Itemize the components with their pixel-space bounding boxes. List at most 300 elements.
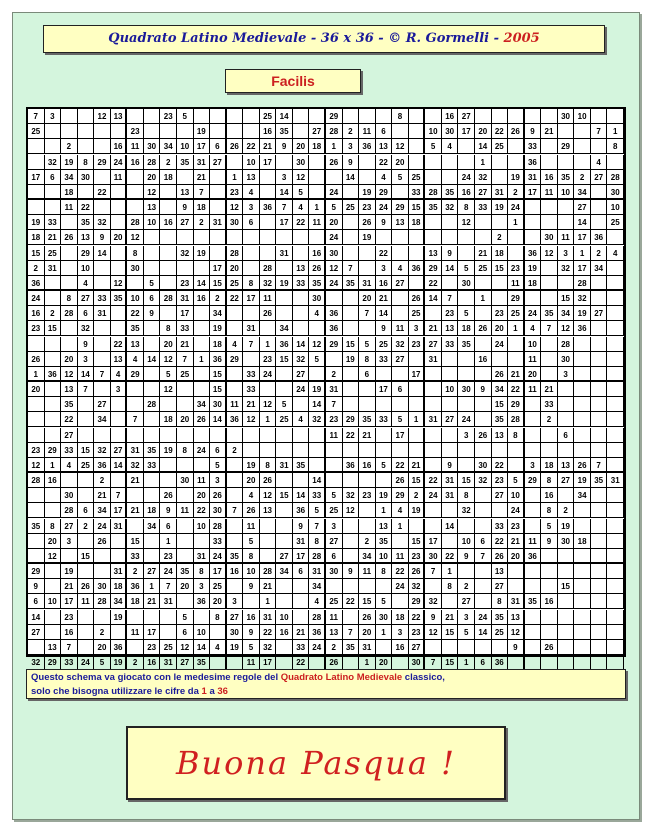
grid-cell[interactable] <box>227 382 244 397</box>
grid-cell[interactable] <box>591 139 608 154</box>
grid-cell[interactable]: 29 <box>425 261 442 276</box>
grid-cell[interactable]: 7 <box>425 564 442 579</box>
grid-cell[interactable] <box>392 306 409 321</box>
grid-cell[interactable]: 15 <box>492 261 509 276</box>
grid-cell[interactable]: 21 <box>508 367 525 382</box>
grid-cell[interactable] <box>293 230 310 245</box>
grid-cell[interactable] <box>276 503 293 518</box>
grid-cell[interactable]: 26 <box>475 428 492 443</box>
grid-cell[interactable] <box>508 230 525 245</box>
grid-cell[interactable]: 6 <box>326 549 343 564</box>
grid-cell[interactable]: 1 <box>409 412 426 427</box>
grid-cell[interactable]: 28 <box>144 397 161 412</box>
grid-cell[interactable] <box>61 276 78 291</box>
grid-cell[interactable] <box>28 139 45 154</box>
grid-cell[interactable] <box>541 610 558 625</box>
grid-cell[interactable]: 4 <box>243 488 260 503</box>
grid-cell[interactable]: 6 <box>376 124 393 139</box>
grid-cell[interactable]: 30 <box>78 170 95 185</box>
grid-cell[interactable]: 5 <box>376 458 393 473</box>
grid-cell[interactable]: 3 <box>558 367 575 382</box>
grid-cell[interactable] <box>591 185 608 200</box>
grid-cell[interactable]: 31 <box>260 610 277 625</box>
grid-cell[interactable]: 23 <box>492 306 509 321</box>
grid-cell[interactable]: 18 <box>144 503 161 518</box>
grid-cell[interactable] <box>276 155 293 170</box>
grid-cell[interactable] <box>144 382 161 397</box>
grid-cell[interactable]: 1 <box>260 337 277 352</box>
grid-cell[interactable]: 4 <box>61 458 78 473</box>
grid-cell[interactable]: 10 <box>177 139 194 154</box>
grid-cell[interactable]: 24 <box>475 610 492 625</box>
grid-cell[interactable]: 2 <box>574 170 591 185</box>
grid-cell[interactable]: 7 <box>309 519 326 534</box>
grid-cell[interactable] <box>227 488 244 503</box>
grid-cell[interactable]: 12 <box>392 139 409 154</box>
grid-cell[interactable] <box>210 109 227 124</box>
grid-cell[interactable] <box>591 594 608 609</box>
grid-cell[interactable] <box>525 579 542 594</box>
grid-cell[interactable] <box>78 412 95 427</box>
grid-cell[interactable] <box>591 519 608 534</box>
grid-cell[interactable]: 19 <box>508 170 525 185</box>
grid-cell[interactable]: 3 <box>326 519 343 534</box>
grid-cell[interactable]: 15 <box>210 367 227 382</box>
grid-cell[interactable]: 28 <box>309 610 326 625</box>
grid-cell[interactable]: 1 <box>442 564 459 579</box>
grid-cell[interactable] <box>194 428 211 443</box>
grid-cell[interactable] <box>409 352 426 367</box>
grid-cell[interactable] <box>525 503 542 518</box>
grid-cell[interactable] <box>260 215 277 230</box>
grid-cell[interactable]: 26 <box>260 473 277 488</box>
grid-cell[interactable]: 13 <box>78 230 95 245</box>
grid-cell[interactable]: 24 <box>326 230 343 245</box>
grid-cell[interactable]: 30 <box>227 215 244 230</box>
grid-cell[interactable]: 33 <box>525 139 542 154</box>
grid-cell[interactable]: 11 <box>392 549 409 564</box>
grid-cell[interactable] <box>392 443 409 458</box>
grid-cell[interactable]: 6 <box>558 428 575 443</box>
grid-cell[interactable]: 26 <box>194 412 211 427</box>
grid-cell[interactable]: 19 <box>359 185 376 200</box>
grid-cell[interactable]: 3 <box>210 473 227 488</box>
grid-cell[interactable]: 18 <box>409 215 426 230</box>
grid-cell[interactable] <box>127 610 144 625</box>
grid-cell[interactable] <box>442 640 459 655</box>
grid-cell[interactable]: 6 <box>144 291 161 306</box>
grid-cell[interactable]: 22 <box>492 534 509 549</box>
grid-cell[interactable] <box>194 306 211 321</box>
grid-cell[interactable]: 16 <box>541 170 558 185</box>
grid-cell[interactable]: 7 <box>127 412 144 427</box>
grid-cell[interactable] <box>227 473 244 488</box>
grid-cell[interactable]: 19 <box>194 124 211 139</box>
grid-cell[interactable]: 11 <box>525 352 542 367</box>
grid-cell[interactable]: 4 <box>442 139 459 154</box>
grid-cell[interactable] <box>475 564 492 579</box>
grid-cell[interactable]: 23 <box>508 519 525 534</box>
grid-cell[interactable]: 16 <box>194 291 211 306</box>
grid-cell[interactable]: 34 <box>574 185 591 200</box>
grid-cell[interactable] <box>260 428 277 443</box>
grid-cell[interactable] <box>45 488 62 503</box>
grid-cell[interactable]: 27 <box>425 337 442 352</box>
grid-cell[interactable]: 5 <box>458 306 475 321</box>
grid-cell[interactable]: 30 <box>210 397 227 412</box>
grid-cell[interactable] <box>591 367 608 382</box>
grid-cell[interactable] <box>260 549 277 564</box>
grid-cell[interactable] <box>94 610 111 625</box>
grid-cell[interactable] <box>177 397 194 412</box>
grid-cell[interactable] <box>591 503 608 518</box>
grid-cell[interactable]: 35 <box>492 610 509 625</box>
grid-cell[interactable] <box>541 155 558 170</box>
grid-cell[interactable]: 22 <box>343 594 360 609</box>
grid-cell[interactable] <box>326 352 343 367</box>
grid-cell[interactable]: 33 <box>243 382 260 397</box>
grid-cell[interactable] <box>293 306 310 321</box>
grid-cell[interactable] <box>309 230 326 245</box>
grid-cell[interactable]: 36 <box>525 155 542 170</box>
grid-cell[interactable]: 28 <box>28 473 45 488</box>
grid-cell[interactable]: 32 <box>28 655 45 670</box>
grid-cell[interactable]: 26 <box>508 124 525 139</box>
grid-cell[interactable]: 30 <box>326 564 343 579</box>
grid-cell[interactable]: 31 <box>442 473 459 488</box>
grid-cell[interactable] <box>28 185 45 200</box>
grid-cell[interactable]: 3 <box>243 200 260 215</box>
grid-cell[interactable] <box>475 337 492 352</box>
grid-cell[interactable]: 16 <box>309 246 326 261</box>
grid-cell[interactable]: 6 <box>160 519 177 534</box>
grid-cell[interactable] <box>177 519 194 534</box>
grid-cell[interactable] <box>425 640 442 655</box>
grid-cell[interactable]: 21 <box>61 579 78 594</box>
grid-cell[interactable] <box>458 155 475 170</box>
grid-cell[interactable]: 32 <box>127 458 144 473</box>
grid-cell[interactable] <box>111 549 128 564</box>
grid-cell[interactable]: 35 <box>343 276 360 291</box>
grid-cell[interactable]: 28 <box>144 155 161 170</box>
grid-cell[interactable]: 30 <box>293 155 310 170</box>
grid-cell[interactable] <box>558 488 575 503</box>
grid-cell[interactable]: 27 <box>28 625 45 640</box>
grid-cell[interactable] <box>392 534 409 549</box>
grid-cell[interactable]: 2 <box>45 306 62 321</box>
grid-cell[interactable]: 26 <box>574 458 591 473</box>
grid-cell[interactable]: 26 <box>94 534 111 549</box>
grid-cell[interactable]: 18 <box>194 200 211 215</box>
grid-cell[interactable]: 1 <box>475 155 492 170</box>
grid-cell[interactable]: 27 <box>392 276 409 291</box>
grid-cell[interactable]: 13 <box>111 109 128 124</box>
grid-cell[interactable]: 27 <box>293 367 310 382</box>
grid-cell[interactable]: 9 <box>376 321 393 336</box>
grid-cell[interactable] <box>442 170 459 185</box>
grid-cell[interactable]: 1 <box>359 655 376 670</box>
grid-cell[interactable]: 13 <box>442 321 459 336</box>
grid-cell[interactable]: 15 <box>442 655 459 670</box>
grid-cell[interactable]: 28 <box>160 291 177 306</box>
grid-cell[interactable]: 34 <box>359 549 376 564</box>
grid-cell[interactable]: 31 <box>94 306 111 321</box>
grid-cell[interactable]: 22 <box>127 306 144 321</box>
grid-cell[interactable] <box>607 155 624 170</box>
grid-cell[interactable]: 15 <box>28 246 45 261</box>
grid-cell[interactable]: 4 <box>309 306 326 321</box>
grid-cell[interactable]: 10 <box>425 124 442 139</box>
grid-cell[interactable]: 1 <box>309 200 326 215</box>
grid-cell[interactable]: 2 <box>326 367 343 382</box>
grid-cell[interactable] <box>525 291 542 306</box>
grid-cell[interactable] <box>227 124 244 139</box>
grid-cell[interactable]: 16 <box>359 458 376 473</box>
grid-cell[interactable]: 9 <box>376 215 393 230</box>
grid-cell[interactable]: 33 <box>177 321 194 336</box>
grid-cell[interactable]: 15 <box>409 534 426 549</box>
grid-cell[interactable] <box>442 352 459 367</box>
grid-cell[interactable] <box>607 655 624 670</box>
grid-cell[interactable] <box>326 579 343 594</box>
grid-cell[interactable]: 7 <box>326 397 343 412</box>
grid-cell[interactable] <box>28 640 45 655</box>
grid-cell[interactable]: 15 <box>343 337 360 352</box>
grid-cell[interactable] <box>94 124 111 139</box>
grid-cell[interactable]: 35 <box>442 185 459 200</box>
grid-cell[interactable]: 19 <box>376 488 393 503</box>
grid-cell[interactable] <box>607 564 624 579</box>
grid-cell[interactable]: 31 <box>326 382 343 397</box>
grid-cell[interactable] <box>409 246 426 261</box>
grid-cell[interactable] <box>45 397 62 412</box>
grid-cell[interactable]: 15 <box>458 473 475 488</box>
grid-cell[interactable]: 21 <box>144 594 161 609</box>
grid-cell[interactable] <box>541 579 558 594</box>
grid-cell[interactable] <box>111 473 128 488</box>
grid-cell[interactable]: 22 <box>492 458 509 473</box>
grid-cell[interactable] <box>574 640 591 655</box>
grid-cell[interactable] <box>558 625 575 640</box>
grid-cell[interactable] <box>343 519 360 534</box>
grid-cell[interactable]: 33 <box>210 534 227 549</box>
grid-cell[interactable]: 11 <box>127 625 144 640</box>
grid-cell[interactable]: 20 <box>492 321 509 336</box>
grid-cell[interactable] <box>260 321 277 336</box>
grid-cell[interactable]: 22 <box>78 200 95 215</box>
grid-cell[interactable]: 1 <box>392 519 409 534</box>
grid-cell[interactable] <box>574 155 591 170</box>
grid-cell[interactable]: 19 <box>574 473 591 488</box>
grid-cell[interactable]: 17 <box>260 655 277 670</box>
grid-cell[interactable] <box>78 625 95 640</box>
grid-cell[interactable]: 30 <box>326 246 343 261</box>
grid-cell[interactable]: 30 <box>607 185 624 200</box>
grid-cell[interactable] <box>243 124 260 139</box>
grid-cell[interactable] <box>392 246 409 261</box>
grid-cell[interactable]: 30 <box>558 109 575 124</box>
grid-cell[interactable]: 28 <box>260 261 277 276</box>
grid-cell[interactable]: 19 <box>227 640 244 655</box>
grid-cell[interactable]: 23 <box>61 610 78 625</box>
grid-cell[interactable]: 4 <box>607 246 624 261</box>
grid-cell[interactable]: 36 <box>525 246 542 261</box>
grid-cell[interactable]: 28 <box>574 276 591 291</box>
grid-cell[interactable]: 31 <box>194 549 211 564</box>
grid-cell[interactable] <box>78 564 95 579</box>
grid-cell[interactable]: 13 <box>376 139 393 154</box>
grid-cell[interactable]: 20 <box>392 155 409 170</box>
grid-cell[interactable] <box>425 428 442 443</box>
grid-cell[interactable]: 33 <box>61 655 78 670</box>
grid-cell[interactable]: 13 <box>376 519 393 534</box>
grid-cell[interactable] <box>61 473 78 488</box>
grid-cell[interactable]: 36 <box>45 367 62 382</box>
grid-cell[interactable] <box>525 640 542 655</box>
grid-cell[interactable]: 24 <box>458 412 475 427</box>
grid-cell[interactable]: 8 <box>45 519 62 534</box>
grid-cell[interactable]: 14 <box>442 261 459 276</box>
grid-cell[interactable]: 5 <box>392 170 409 185</box>
grid-cell[interactable] <box>458 443 475 458</box>
grid-cell[interactable]: 18 <box>111 579 128 594</box>
grid-cell[interactable]: 6 <box>78 503 95 518</box>
grid-cell[interactable]: 33 <box>127 549 144 564</box>
grid-cell[interactable] <box>293 594 310 609</box>
grid-cell[interactable] <box>442 428 459 443</box>
grid-cell[interactable]: 31 <box>359 640 376 655</box>
grid-cell[interactable]: 34 <box>144 519 161 534</box>
grid-cell[interactable] <box>343 109 360 124</box>
grid-cell[interactable] <box>508 155 525 170</box>
grid-cell[interactable]: 25 <box>326 594 343 609</box>
grid-cell[interactable]: 1 <box>260 594 277 609</box>
grid-cell[interactable] <box>160 124 177 139</box>
grid-cell[interactable] <box>492 640 509 655</box>
grid-cell[interactable]: 10 <box>558 185 575 200</box>
grid-cell[interactable] <box>541 625 558 640</box>
grid-cell[interactable]: 1 <box>376 625 393 640</box>
grid-cell[interactable]: 20 <box>475 124 492 139</box>
grid-cell[interactable] <box>392 185 409 200</box>
grid-cell[interactable]: 30 <box>409 655 426 670</box>
grid-cell[interactable]: 3 <box>409 321 426 336</box>
grid-cell[interactable]: 12 <box>260 397 277 412</box>
grid-cell[interactable] <box>376 443 393 458</box>
grid-cell[interactable]: 10 <box>144 215 161 230</box>
grid-cell[interactable]: 18 <box>541 458 558 473</box>
grid-cell[interactable] <box>45 200 62 215</box>
grid-cell[interactable] <box>458 519 475 534</box>
grid-cell[interactable]: 29 <box>508 397 525 412</box>
grid-cell[interactable]: 16 <box>160 215 177 230</box>
grid-cell[interactable]: 25 <box>210 579 227 594</box>
grid-cell[interactable] <box>293 397 310 412</box>
grid-cell[interactable] <box>144 124 161 139</box>
grid-cell[interactable] <box>177 488 194 503</box>
grid-cell[interactable]: 31 <box>293 534 310 549</box>
grid-cell[interactable] <box>45 291 62 306</box>
grid-cell[interactable]: 17 <box>260 155 277 170</box>
grid-cell[interactable]: 9 <box>243 579 260 594</box>
grid-cell[interactable]: 13 <box>61 382 78 397</box>
grid-cell[interactable] <box>574 337 591 352</box>
grid-cell[interactable]: 27 <box>177 655 194 670</box>
grid-cell[interactable] <box>276 306 293 321</box>
grid-cell[interactable]: 21 <box>442 610 459 625</box>
grid-cell[interactable] <box>127 170 144 185</box>
grid-cell[interactable]: 30 <box>127 261 144 276</box>
grid-cell[interactable]: 22 <box>293 215 310 230</box>
grid-cell[interactable] <box>591 337 608 352</box>
grid-cell[interactable]: 7 <box>177 352 194 367</box>
grid-cell[interactable]: 5 <box>309 503 326 518</box>
grid-cell[interactable]: 12 <box>293 170 310 185</box>
grid-cell[interactable]: 21 <box>541 382 558 397</box>
grid-cell[interactable]: 34 <box>276 564 293 579</box>
grid-cell[interactable] <box>343 655 360 670</box>
grid-cell[interactable]: 32 <box>558 261 575 276</box>
grid-cell[interactable] <box>343 549 360 564</box>
grid-cell[interactable] <box>343 397 360 412</box>
grid-cell[interactable] <box>45 352 62 367</box>
grid-cell[interactable] <box>61 321 78 336</box>
grid-cell[interactable]: 28 <box>508 412 525 427</box>
grid-cell[interactable]: 26 <box>475 321 492 336</box>
grid-cell[interactable]: 28 <box>227 246 244 261</box>
grid-cell[interactable] <box>607 230 624 245</box>
grid-cell[interactable]: 24 <box>508 503 525 518</box>
grid-cell[interactable]: 5 <box>293 185 310 200</box>
grid-cell[interactable] <box>376 473 393 488</box>
grid-cell[interactable] <box>227 458 244 473</box>
grid-cell[interactable] <box>293 443 310 458</box>
grid-cell[interactable] <box>425 215 442 230</box>
grid-cell[interactable]: 35 <box>127 321 144 336</box>
grid-cell[interactable]: 29 <box>392 488 409 503</box>
grid-cell[interactable]: 20 <box>111 230 128 245</box>
grid-cell[interactable] <box>144 230 161 245</box>
grid-cell[interactable]: 27 <box>442 412 459 427</box>
grid-cell[interactable]: 29 <box>376 185 393 200</box>
grid-cell[interactable]: 24 <box>28 291 45 306</box>
grid-cell[interactable]: 10 <box>276 610 293 625</box>
grid-cell[interactable]: 17 <box>28 170 45 185</box>
grid-cell[interactable] <box>160 473 177 488</box>
grid-cell[interactable] <box>276 230 293 245</box>
grid-cell[interactable] <box>343 473 360 488</box>
grid-cell[interactable] <box>574 124 591 139</box>
grid-cell[interactable]: 22 <box>293 655 310 670</box>
grid-cell[interactable]: 25 <box>227 276 244 291</box>
grid-cell[interactable] <box>144 261 161 276</box>
grid-cell[interactable]: 15 <box>78 549 95 564</box>
grid-cell[interactable] <box>541 109 558 124</box>
grid-cell[interactable]: 34 <box>591 261 608 276</box>
grid-cell[interactable]: 20 <box>28 382 45 397</box>
grid-cell[interactable]: 35 <box>492 412 509 427</box>
grid-cell[interactable]: 10 <box>508 488 525 503</box>
grid-cell[interactable] <box>326 473 343 488</box>
grid-cell[interactable]: 13 <box>492 428 509 443</box>
grid-cell[interactable] <box>558 276 575 291</box>
grid-cell[interactable]: 3 <box>78 352 95 367</box>
grid-cell[interactable]: 21 <box>127 473 144 488</box>
grid-cell[interactable] <box>376 367 393 382</box>
grid-cell[interactable]: 29 <box>227 352 244 367</box>
grid-cell[interactable]: 25 <box>409 170 426 185</box>
grid-cell[interactable]: 5 <box>276 397 293 412</box>
